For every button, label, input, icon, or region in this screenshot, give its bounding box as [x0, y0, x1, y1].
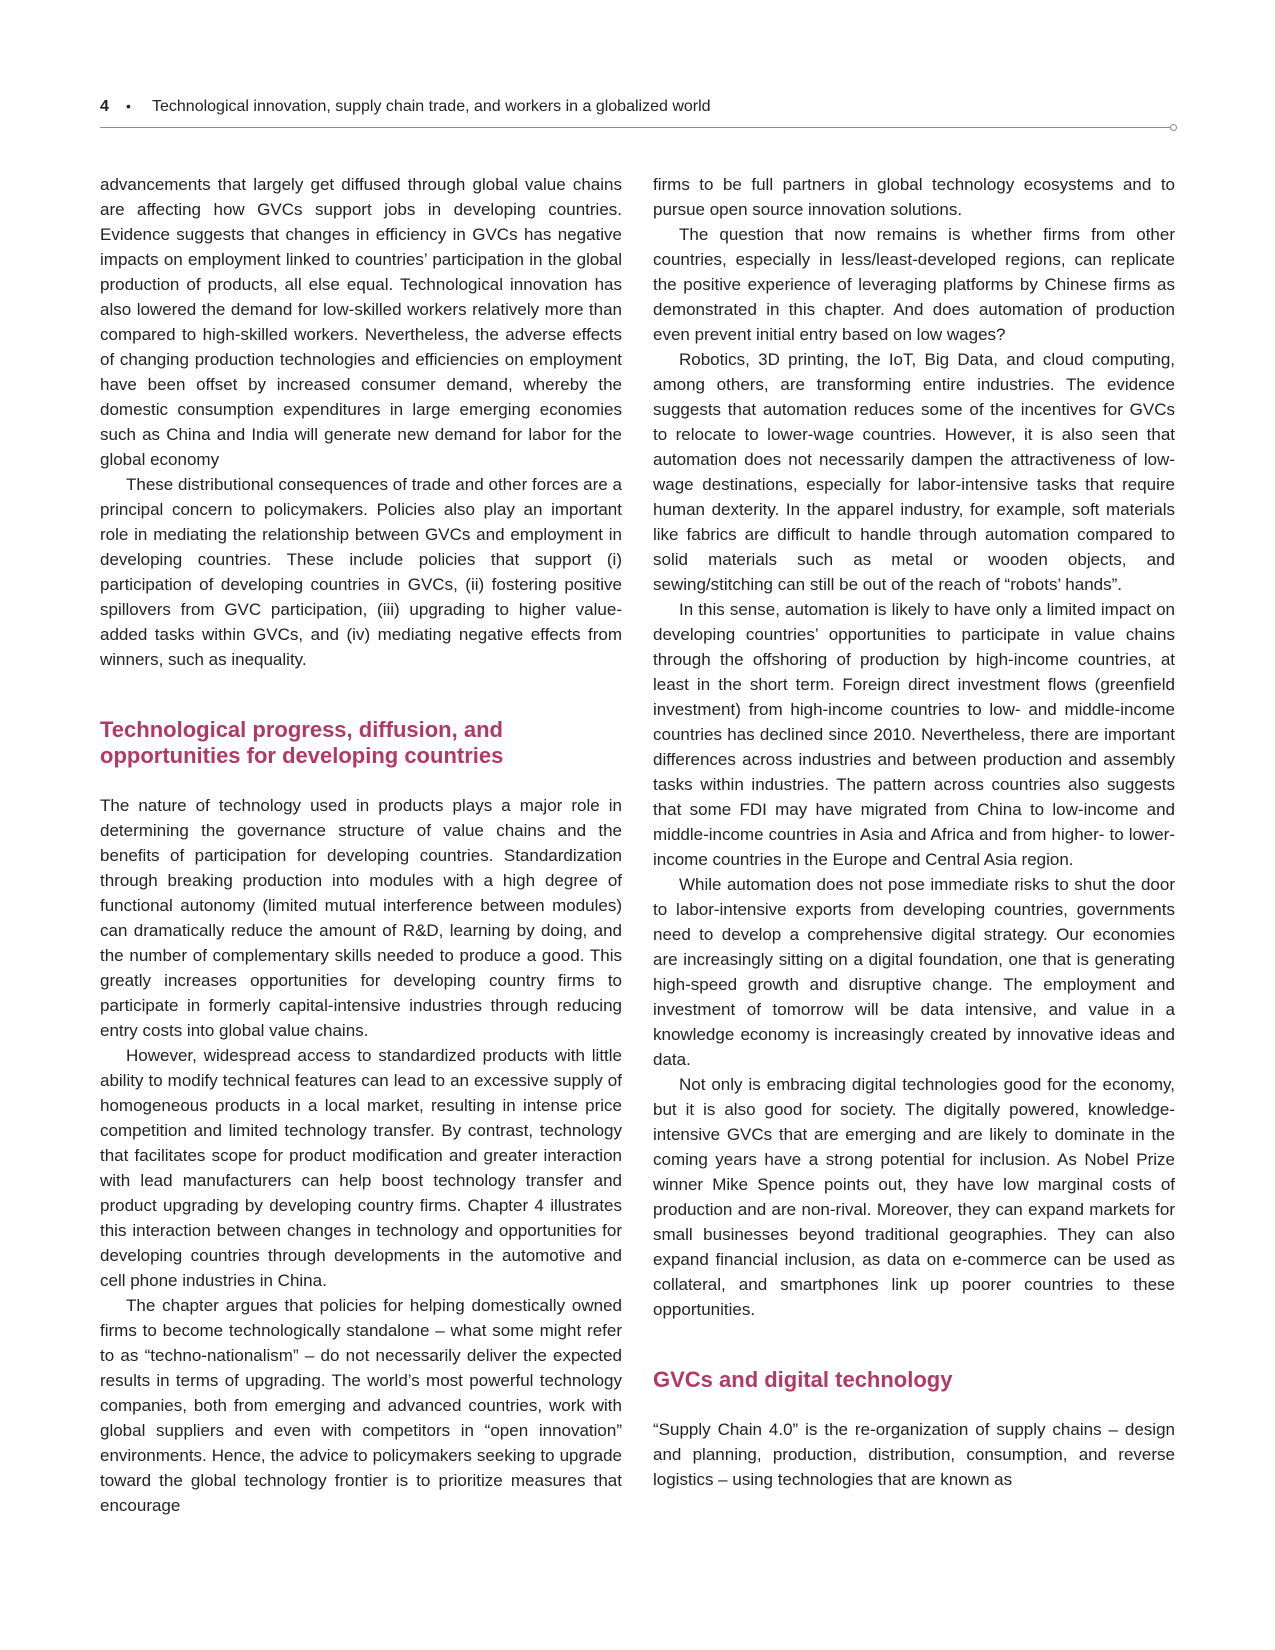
page-number: 4 — [100, 98, 109, 115]
running-title: Technological innovation, supply chain trade, and workers in a globalized world — [152, 98, 711, 115]
section-heading-technological-progress: Technological progress, diffusion, and opportunities for developing countries — [100, 717, 504, 768]
header-rule-end-dot — [1170, 124, 1177, 131]
header-bullet: • — [126, 98, 131, 114]
paragraph: The chapter argues that policies for helping domestically owned firms to become technologically standalone – what some might refer to as “techno-nationalism” – do not necessarily deliver the expected results in terms of upgrading. The world’s most powerful technology companies, both from emerging and advanced countries, work with global suppliers and even with competitors in “open innovation” environments. Hence, the advice to policymakers seeking to upgrade toward the global technology frontier is to prioritize measures that encourage — [100, 1296, 622, 1515]
right-column — [653, 172, 1175, 1492]
paragraph: advancements that largely get diffused through global value chains are affecting how GVCs support jobs in developing countries. Evidence suggests that changes in efficiency in GVCs has negative impacts on employment linked to countries’ participation in the global production of products, all else equal. Technological innovation has also lowered the demand for low-skilled workers relatively more than compared to high-skilled workers. Nevertheless, the adverse effects of changing production technologies and efficiencies on employment have been offset by increased consumer demand, whereby the domestic consumption expenditures in large emerging economies such as China and India will generate new demand for labor for the global economy — [100, 175, 622, 469]
paragraph: These distributional consequences of trade and other forces are a principal concern to policymakers. Policies also play an important role in mediating the relationship between GVCs and employment in developing countries. These include policies that support (i) participation of developing countries in GVCs, (ii) fostering positive spillovers from GVC participation, (iii) upgrading to higher value-added tasks within GVCs, and (iv) mediating negative effects from winners, such as inequality. — [100, 475, 622, 669]
header-rule — [100, 127, 1170, 128]
section-heading-gvcs-digital-technology: GVCs and digital technology — [653, 1367, 953, 1392]
paragraph: In this sense, automation is likely to have only a limited impact on developing countries’ opportunities to participate in value chains through the offshoring of production by high-income countries, at least in the short term. Foreign direct investment flows (greenfield investment) from high-income countries to low- and middle-income countries has declined since 2010. Nevertheless, there are important differences across industries and between production and assembly tasks within industries. The pattern across countries also suggests that some FDI may have migrated from China to low-income and middle-income countries in Asia and Africa and from higher- to lower-income countries in the Europe and Central Asia region. — [653, 600, 1175, 869]
paragraph: Not only is embracing digital technologies good for the economy, but it is also good for society. The digitally powered, knowledge-intensive GVCs that are emerging and are likely to dominate in the coming years have a strong potential for inclusion. As Nobel Prize winner Mike Spence points out, they have low marginal costs of production and are non-rival. Moreover, they can expand markets for small businesses beyond traditional geographies. They can also expand financial inclusion, as data on e-commerce can be used as collateral, and smartphones link up poorer countries to these opportunities. — [653, 1075, 1175, 1319]
running-header — [100, 96, 1180, 126]
paragraph: While automation does not pose immediate risks to shut the door to labor-intensive exports from developing countries, governments need to develop a comprehensive digital strategy. Our economies are increasingly sitting on a digital foundation, one that is generating high-speed growth and disruptive change. The employment and investment of tomorrow will be data intensive, and value in a knowledge economy is increasingly created by innovative ideas and data. — [653, 875, 1175, 1069]
paragraph: However, widespread access to standardized products with little ability to modify technical features can lead to an excessive supply of homogeneous products in a local market, resulting in intense price competition and limited technology transfer. By contrast, technology that facilitates scope for product modification and greater interaction with lead manufacturers can help boost technology transfer and product upgrading by developing country firms. Chapter 4 illustrates this interaction between changes in technology and opportunities for developing countries through developments in the automotive and cell phone industries in China. — [100, 1046, 622, 1290]
paragraph: firms to be full partners in global technology ecosystems and to pursue open source innovation solutions. — [653, 175, 1175, 219]
paragraph: “Supply Chain 4.0” is the re-organization of supply chains – design and planning, production, distribution, consumption, and reverse logistics – using technologies that are known as — [653, 1420, 1175, 1489]
paragraph: The question that now remains is whether firms from other countries, especially in less/least-developed regions, can replicate the positive experience of leveraging platforms by Chinese firms as demonstrated in this chapter. And does automation of production even prevent initial entry based on low wages? — [653, 225, 1175, 344]
left-column — [100, 172, 622, 1518]
paragraph: Robotics, 3D printing, the IoT, Big Data, and cloud computing, among others, are transforming entire industries. The evidence suggests that automation reduces some of the incentives for GVCs to relocate to lower-wage countries. However, it is also seen that automation does not necessarily dampen the attractiveness of low-wage destinations, especially for labor-intensive tasks that require human dexterity. In the apparel industry, for example, soft materials like fabrics are difficult to handle through automation compared to solid materials such as metal or wooden objects, and sewing/stitching can still be out of the reach of “robots’ hands”. — [653, 350, 1175, 594]
paragraph: The nature of technology used in products plays a major role in determining the governance structure of value chains and the benefits of participation for developing countries. Standardization through breaking production into modules with a high degree of functional autonomy (limited mutual interference between modules) can dramatically reduce the amount of R&D, learning by doing, and the number of complementary skills needed to produce a good. This greatly increases opportunities for developing country firms to participate in formerly capital-intensive industries through reducing entry costs into global value chains. — [100, 796, 622, 1040]
